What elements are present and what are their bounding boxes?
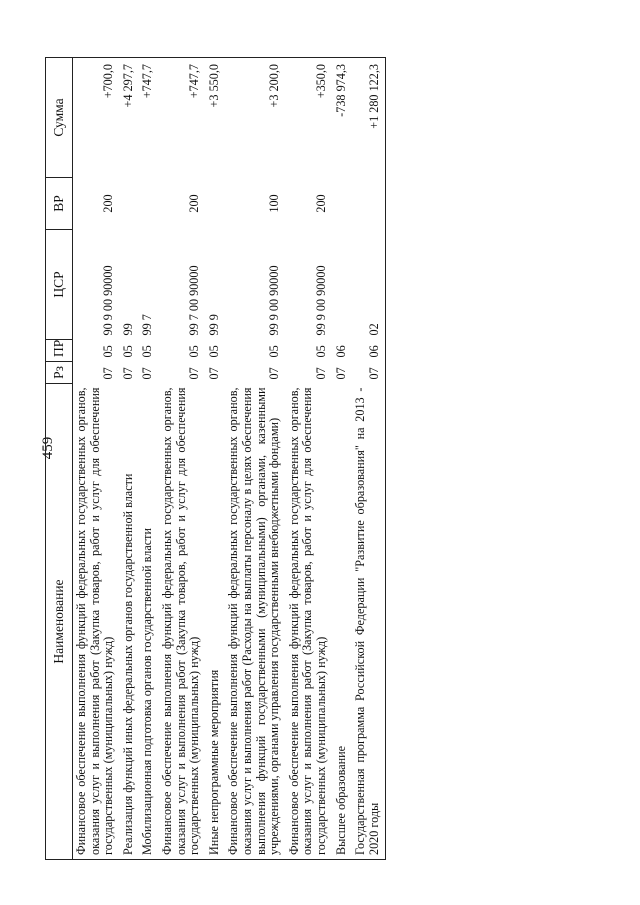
table-row [352, 58, 386, 860]
row-vr [139, 178, 159, 230]
row-sum: +3 550,0 [206, 58, 226, 178]
row-rz: 07 [101, 367, 116, 380]
row-sum: +4 297,7 [120, 58, 140, 178]
row-csr: 02 [352, 230, 386, 340]
row-rz: 07 [267, 367, 282, 380]
table-row [225, 58, 285, 860]
column-header-vr: ВР [46, 178, 73, 230]
row-sum: -738 974,3 [333, 58, 353, 178]
row-pr: 05 [101, 345, 116, 358]
table-row [139, 58, 159, 860]
row-csr [333, 230, 353, 340]
row-pr: 05 [206, 345, 221, 358]
row-name: Финансовое обеспечение выполнения функций федеральных государственных органов, оказания услуг и выполнения работ (Закупка товаров, работ и услуг для обеспечения государственных (муниципальных) нужд) [159, 384, 206, 860]
row-name: Высшее образование [333, 384, 353, 860]
row-pr: 05 [187, 345, 202, 358]
row-vr [120, 178, 140, 230]
row-pr: 05 [313, 345, 328, 358]
column-header-csr: ЦСР [46, 230, 73, 340]
table-row [286, 58, 333, 860]
table-row [333, 58, 353, 860]
column-header-pr: ПР [46, 340, 73, 362]
row-vr [206, 178, 226, 230]
row-rz: 07 [206, 367, 221, 380]
row-rz: 07 [140, 367, 155, 380]
page-number: 459 [40, 436, 56, 460]
budget-table [45, 57, 386, 860]
row-vr: 200 [313, 194, 328, 213]
row-csr: 99 9 00 90000 [313, 265, 328, 336]
row-rz: 07 [120, 367, 135, 380]
row-rz: 07 [313, 367, 328, 380]
table-row [206, 58, 226, 860]
column-header-rz: Рз [46, 362, 73, 384]
rotated-page-content [45, 58, 585, 860]
row-name: Реализация функций иных федеральных органов государственной власти [120, 384, 140, 860]
row-sum: +1 280 122,3 [352, 58, 386, 178]
column-header-sum: Сумма [46, 58, 73, 178]
row-vr: 200 [101, 194, 116, 213]
row-rz: 07 [352, 362, 386, 384]
row-sum: +747,7 [159, 58, 206, 178]
column-header-name: Наименование [46, 384, 73, 860]
row-csr: 99 9 [206, 314, 221, 336]
row-pr: 05 [140, 345, 155, 358]
row-pr: 05 [120, 345, 135, 358]
row-sum: +350,0 [286, 58, 333, 178]
row-rz: 07 [187, 367, 202, 380]
row-sum: +700,0 [73, 58, 120, 178]
row-name: Финансовое обеспечение выполнения функций федеральных государственных органов, оказания услуг и выполнения работ (Закупка товаров, работ и услуг для обеспечения государственных (муниципальных) нужд) [73, 384, 120, 860]
row-pr: 06 [352, 340, 386, 362]
row-name: Государственная программа Российской Федерации "Развитие образования" на 2013 - 2020 годы [352, 384, 386, 860]
row-name: Мобилизационная подготовка органов государственной власти [139, 384, 159, 860]
row-csr: 99 [120, 323, 135, 336]
table-row [120, 58, 140, 860]
row-pr: 05 [267, 345, 282, 358]
row-csr: 90 9 00 90000 [101, 265, 116, 336]
row-vr [333, 178, 353, 230]
row-csr: 99 9 00 90000 [267, 265, 282, 336]
table-row [73, 58, 120, 860]
row-vr [352, 178, 386, 230]
row-sum: +3 200,0 [225, 58, 285, 178]
table-row [159, 58, 206, 860]
row-vr: 100 [267, 194, 282, 213]
row-name: Иные непрограммные мероприятия [206, 384, 226, 860]
row-rz: 07 [333, 367, 348, 380]
row-sum: +747,7 [139, 58, 159, 178]
row-csr: 99 7 [140, 314, 155, 336]
row-csr: 99 7 00 90000 [187, 265, 202, 336]
row-vr: 200 [187, 194, 202, 213]
row-name: Финансовое обеспечение выполнения функций федеральных государственных органов, оказания услуг и выполнения работ (Расходы на выплаты персоналу в целях обеспечения выполнения функций государственными (муниципальными) органами, казенными учреждениями, органами управления государственными внебюджетными фондами) [225, 384, 285, 860]
row-pr: 06 [333, 345, 348, 358]
row-name: Финансовое обеспечение выполнения функций федеральных государственных органов, оказания услуг и выполнения работ (Закупка товаров, работ и услуг для обеспечения государственных (муниципальных) нужд) [286, 384, 333, 860]
table-header-row [46, 58, 73, 860]
